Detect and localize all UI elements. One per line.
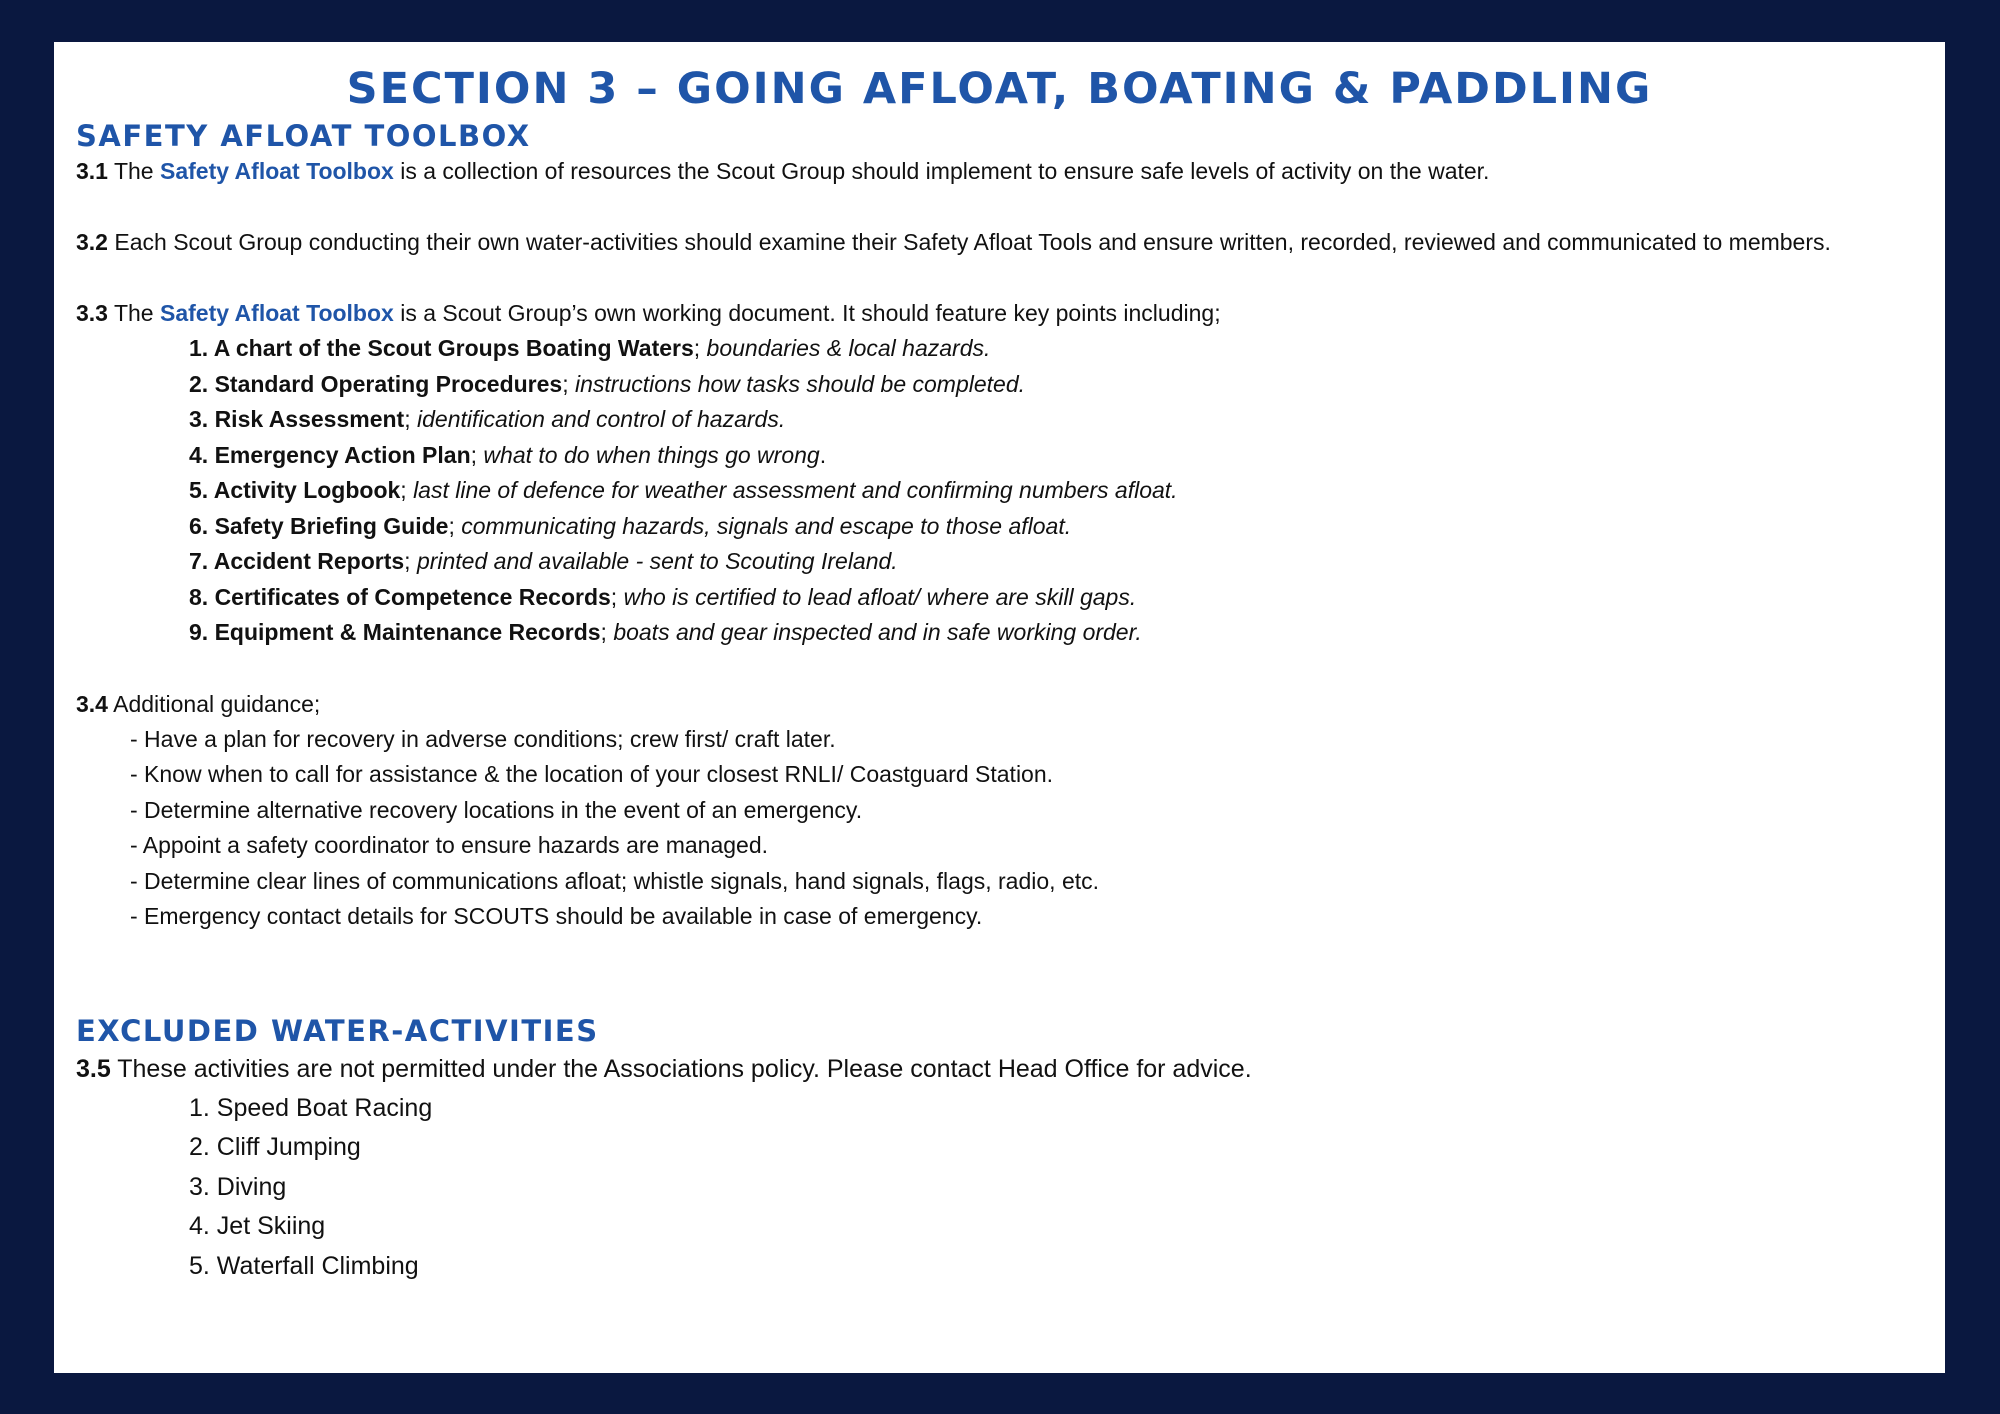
toolbox-list — [76, 331, 1923, 651]
paragraph-number: 3.2 — [76, 229, 108, 255]
paragraph-3-5 — [76, 1049, 1923, 1089]
list-item: 1. A chart of the Scout Groups Boating Waters; boundaries & local hazards. — [189, 335, 991, 361]
paragraph-number: 3.1 — [76, 158, 108, 184]
paragraph-text: The — [107, 158, 160, 184]
list-item: - Know when to call for assistance & the location of your closest RNLI/ Coastguard Station. — [130, 761, 1054, 787]
excluded-list — [76, 1089, 1923, 1287]
list-item: - Determine clear lines of communications afloat; whistle signals, hand signals, flags, radio, etc. — [130, 867, 1100, 894]
paragraph-3-3 — [76, 296, 1923, 331]
list-item: 6. Safety Briefing Guide; communicating hazards, signals and escape to those afloat. — [189, 512, 1072, 539]
list-item: 3. Risk Assessment; identification and control of hazards. — [189, 406, 786, 432]
page-title: SECTION 3 – GOING AFLOAT, BOATING & PADDLING — [346, 64, 1653, 114]
list-item: - Emergency contact details for SCOUTS should be available in case of emergency. — [130, 903, 983, 929]
document-page — [54, 42, 1945, 1373]
list-item: 4. Emergency Action Plan; what to do when things go wrong. — [189, 441, 827, 468]
paragraph-text: is a Scout Group’s own working document. It should feature key points including; — [393, 300, 1221, 326]
list-item: 7. Accident Reports; printed and available - sent to Scouting Ireland. — [189, 548, 898, 574]
toolbox-link[interactable]: Safety Afloat Toolbox — [159, 158, 394, 184]
paragraph-3-4 — [76, 687, 1923, 722]
list-item: - Appoint a safety coordinator to ensure hazards are managed. — [130, 832, 769, 858]
section-heading-excluded: EXCLUDED WATER-ACTIVITIES — [76, 1013, 599, 1048]
paragraph-3-2 — [76, 225, 1923, 260]
list-item: 8. Certificates of Competence Records; who is certified to lead afloat/ where are skill gaps. — [189, 583, 1137, 610]
list-item: - Determine alternative recovery locations in the event of an emergency. — [130, 796, 863, 823]
list-item: 1. Speed Boat Racing — [189, 1093, 433, 1122]
paragraph-number: 3.4 — [76, 690, 108, 717]
paragraph-text: Each Scout Group conducting their own water-activities should examine their Safety Afloat Tools and ensure written, recorded, reviewed and communicated to members. — [107, 229, 1831, 255]
paragraph-text: These activities are not permitted under the Associations policy. Please contact Head Office for advice. — [110, 1054, 1252, 1083]
guidance-list — [76, 722, 1923, 935]
list-item: 5. Activity Logbook; last line of defence for weather assessment and confirming numbers afloat. — [189, 477, 1178, 503]
paragraph-text: The — [107, 300, 160, 326]
list-item: 5. Waterfall Climbing — [189, 1251, 419, 1280]
list-item: - Have a plan for recovery in adverse conditions; crew first/ craft later. — [130, 725, 836, 752]
list-item: 2. Standard Operating Procedures; instructions how tasks should be completed. — [189, 370, 1026, 397]
paragraph-text: Additional guidance; — [107, 690, 321, 717]
section-heading-toolbox: SAFETY AFLOAT TOOLBOX — [76, 119, 531, 153]
list-item: 2. Cliff Jumping — [189, 1133, 361, 1161]
list-item: 9. Equipment & Maintenance Records; boats and gear inspected and in safe working order. — [189, 619, 1142, 645]
paragraph-text: is a collection of resources the Scout Group should implement to ensure safe levels of activity on the water. — [393, 158, 1490, 184]
list-item: 3. Diving — [189, 1172, 287, 1201]
paragraph-number: 3.3 — [76, 300, 108, 326]
list-item: 4. Jet Skiing — [189, 1212, 326, 1240]
toolbox-link[interactable]: Safety Afloat Toolbox — [159, 300, 394, 326]
paragraph-number: 3.5 — [76, 1054, 111, 1083]
paragraph-3-1 — [76, 154, 1923, 189]
